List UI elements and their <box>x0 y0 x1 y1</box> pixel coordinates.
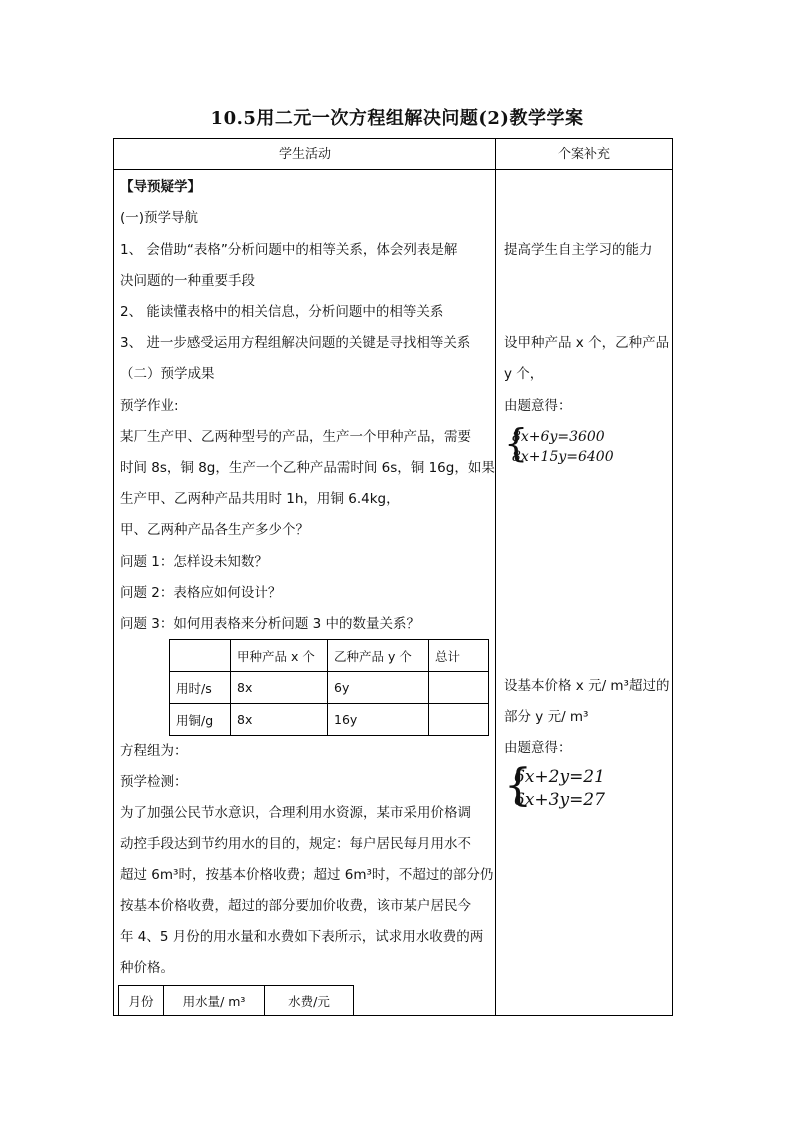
header-case-supplement: 个案补充 <box>496 139 672 170</box>
table-cell: 8x <box>231 672 328 704</box>
homework-label: 预学作业: <box>120 398 179 414</box>
equation-2b: 6x+3y=27 <box>514 790 605 810</box>
table-row <box>119 986 354 1016</box>
table-cell: 16y <box>328 704 429 736</box>
table-cell: 水费/元 <box>265 986 354 1016</box>
water-problem-line-6: 种价格。 <box>120 960 174 976</box>
table-cell: 甲种产品 x 个 <box>231 640 328 672</box>
water-table <box>118 985 354 1016</box>
objective-1-line-1: 1、 会借助“表格”分析问题中的相等关系，体会列表是解 <box>120 242 458 258</box>
equation-1a: 8x+6y=3600 <box>512 429 605 445</box>
subsection-preview-results: （二）预学成果 <box>120 366 215 382</box>
equation-2a: 6x+2y=21 <box>514 767 605 787</box>
check-label: 预学检测： <box>120 774 188 790</box>
equations-label: 方程组为： <box>120 743 188 759</box>
objective-2: 2、 能读懂表格中的相关信息，分析问题中的相等关系 <box>120 304 444 320</box>
water-problem-line-2: 动控手段达到节约用水的目的，规定：每户居民每月用水不 <box>120 836 471 852</box>
objective-3: 3、 进一步感受运用方程组解决问题的关键是寻找相等关系 <box>120 335 471 351</box>
table-cell: 用水量/ m³ <box>164 986 265 1016</box>
lesson-table <box>113 138 673 1016</box>
problem-line-4: 甲、乙两种产品各生产多少个？ <box>120 522 309 538</box>
question-2: 问题 2：表格应如何设计？ <box>120 585 282 601</box>
note-let-line-2: y 个， <box>504 366 544 382</box>
brace-icon: { <box>504 421 529 465</box>
note-price-line-1: 设基本价格 x 元/ m³超过的 <box>504 678 670 694</box>
water-problem-line-3: 超过 6m³时，按基本价格收费；超过 6m³时，不超过的部分仍 <box>120 867 494 883</box>
section-heading: 【导预疑学】 <box>120 179 201 195</box>
table-row <box>170 640 489 672</box>
table-cell <box>429 672 489 704</box>
column-divider <box>495 139 496 1015</box>
note-let-line-1: 设甲种产品 x 个，乙种产品 <box>504 335 670 351</box>
table-row <box>170 672 489 704</box>
objective-1-line-2: 决问题的一种重要手段 <box>120 273 255 289</box>
page-title: 10.5用二元一次方程组解决问题(2)教学学案 <box>210 108 584 129</box>
table-cell <box>170 640 231 672</box>
water-problem-line-5: 年 4、5 月份的用水量和水费如下表所示，试求用水收费的两 <box>120 929 484 945</box>
table-cell: 6y <box>328 672 429 704</box>
problem-line-2: 时间 8s，铜 8g，生产一个乙种产品需时间 6s，铜 16g，如果 <box>120 460 495 476</box>
water-problem-line-4: 按基本价格收费，超过的部分要加价收费，该市某户居民今 <box>120 898 471 914</box>
problem-line-1: 某厂生产甲、乙两种型号的产品，生产一个甲种产品，需要 <box>120 429 471 445</box>
subsection-preview-guide: (一)预学导航 <box>120 210 199 226</box>
table-cell: 月份 <box>119 986 164 1016</box>
water-problem-line-1: 为了加强公民节水意识，合理利用水资源，某市采用价格调 <box>120 805 471 821</box>
question-3: 问题 3：如何用表格来分析问题 3 中的数量关系？ <box>120 616 421 632</box>
question-1: 问题 1：怎样设未知数？ <box>120 554 268 570</box>
note-given-label-1: 由题意得： <box>504 398 572 414</box>
problem-line-3: 生产甲、乙两种产品共用时 1h，用铜 6.4kg， <box>120 491 400 507</box>
note-given-label-2: 由题意得： <box>504 740 572 756</box>
table-cell: 用时/s <box>170 672 231 704</box>
equation-system-2 <box>504 760 654 815</box>
note-price-line-2: 部分 y 元/ m³ <box>504 709 589 725</box>
table-cell: 用铜/g <box>170 704 231 736</box>
table-cell: 总计 <box>429 640 489 672</box>
table-cell: 乙种产品 y 个 <box>328 640 429 672</box>
table-cell <box>429 704 489 736</box>
equation-system-1 <box>504 421 654 469</box>
analysis-table <box>169 639 489 736</box>
table-cell: 8x <box>231 704 328 736</box>
brace-icon: { <box>504 760 532 811</box>
table-row <box>170 704 489 736</box>
equation-1b: 8x+15y=6400 <box>512 449 614 465</box>
note-self-study: 提高学生自主学习的能力 <box>504 242 653 258</box>
header-student-activity: 学生活动 <box>114 139 496 170</box>
